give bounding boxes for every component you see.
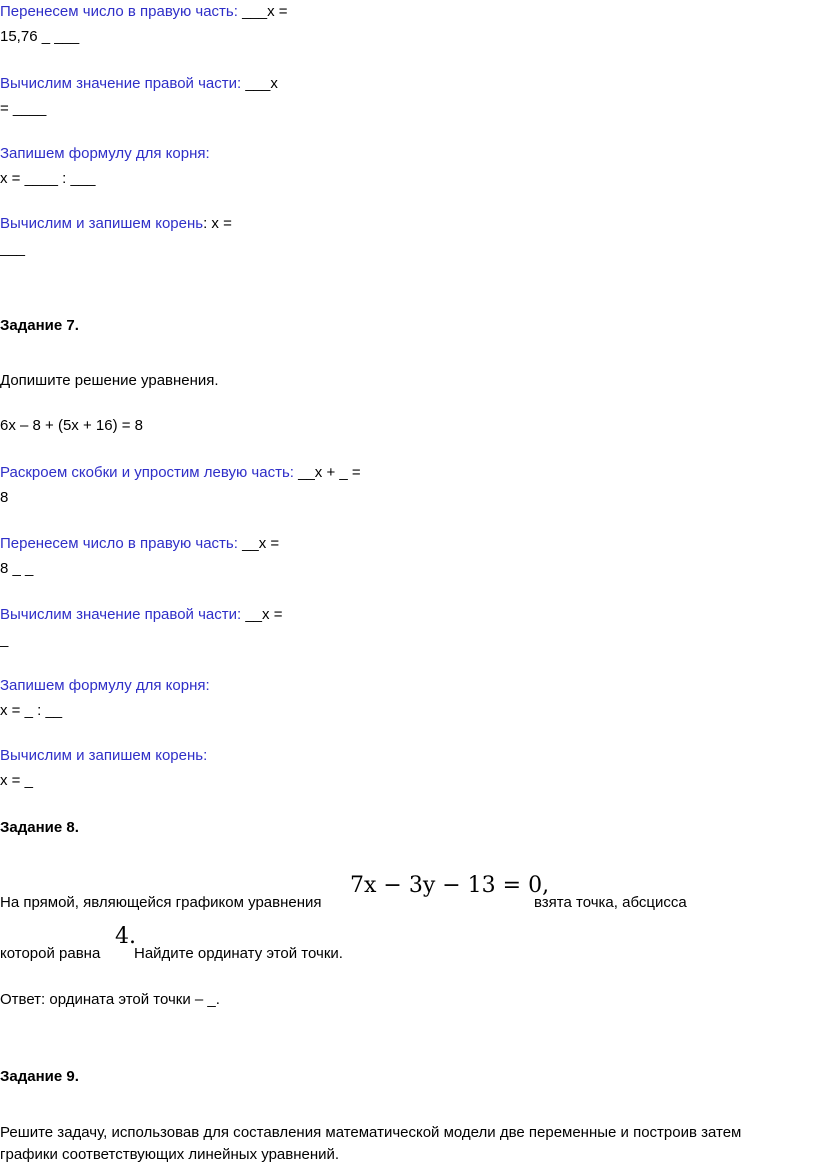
task7-step2-expr-cont: 8 _ _ <box>0 560 34 577</box>
task8-text-line2: которой равна <box>0 945 101 962</box>
task6-move-expr: ___х = <box>242 3 288 20</box>
task8-equation: 7x − 3y − 13 = 0, <box>350 873 550 898</box>
task7-step2-line <box>0 534 279 554</box>
task7-step4-expr: х = _ : __ <box>0 702 63 719</box>
task6-formula-expr: х = ____ : ___ <box>0 170 96 187</box>
task7-title: Задание 7. <box>0 317 79 334</box>
task7-step3-line <box>0 605 282 625</box>
task6-move-label: Перенесем число в правую часть: <box>0 3 243 20</box>
task7-step2-label: Перенесем число в правую часть: <box>0 535 243 552</box>
task7-step5-label: Вычислим и запишем корень: <box>0 747 208 764</box>
task6-root-expr-cont: ___ <box>0 240 26 257</box>
task6-move-line <box>0 2 288 22</box>
task7-step3-expr: __х = <box>245 606 283 623</box>
task6-compute-expr-cont: = ____ <box>0 100 47 117</box>
task7-step3-label: Вычислим значение правой части: <box>0 606 246 623</box>
task9-text-line1: Решите задачу, использовав для составления математической модели две переменные и построив затем <box>0 1124 742 1141</box>
task7-step3-expr-cont: _ <box>0 631 9 648</box>
task7-step1-expr-cont: 8 <box>0 489 9 506</box>
task6-compute-line <box>0 74 278 94</box>
task7-step5-expr: х = _ <box>0 772 33 789</box>
task6-root-expr: : х = <box>203 215 232 232</box>
task6-move-expr-cont: 15,76 _ ___ <box>0 28 80 45</box>
task6-compute-label: Вычислим значение правой части: <box>0 75 246 92</box>
task8-text-before: На прямой, являющейся графиком уравнения <box>0 894 322 911</box>
task9-title: Задание 9. <box>0 1068 79 1085</box>
task7-step1-label: Раскроем скобки и упростим левую часть: <box>0 464 299 481</box>
task6-formula-label: Запишем формулу для корня: <box>0 145 210 162</box>
task8-abscissa: 4. <box>115 924 136 949</box>
task8-title: Задание 8. <box>0 819 79 836</box>
task9-text-line2: графики соответствующих линейных уравнений. <box>0 1146 340 1163</box>
task8-text-line2-after: Найдите ординату этой точки. <box>134 945 343 962</box>
task7-instruction: Допишите решение уравнения. <box>0 372 219 389</box>
task7-equation: 6х – 8 + (5х + 16) = 8 <box>0 417 144 434</box>
task8-text-after: взята точка, абсцисса <box>534 894 687 911</box>
task7-step2-expr: __х = <box>242 535 280 552</box>
task6-compute-expr: ___х <box>245 75 278 92</box>
task6-root-line <box>0 214 232 234</box>
task7-step1-line <box>0 463 361 483</box>
task8-answer: Ответ: ордината этой точки – _. <box>0 991 220 1008</box>
task6-root-label: Вычислим и запишем корень <box>0 215 204 232</box>
task7-step1-expr: __х + _ = <box>298 464 361 481</box>
task7-step4-label: Запишем формулу для корня: <box>0 677 210 694</box>
